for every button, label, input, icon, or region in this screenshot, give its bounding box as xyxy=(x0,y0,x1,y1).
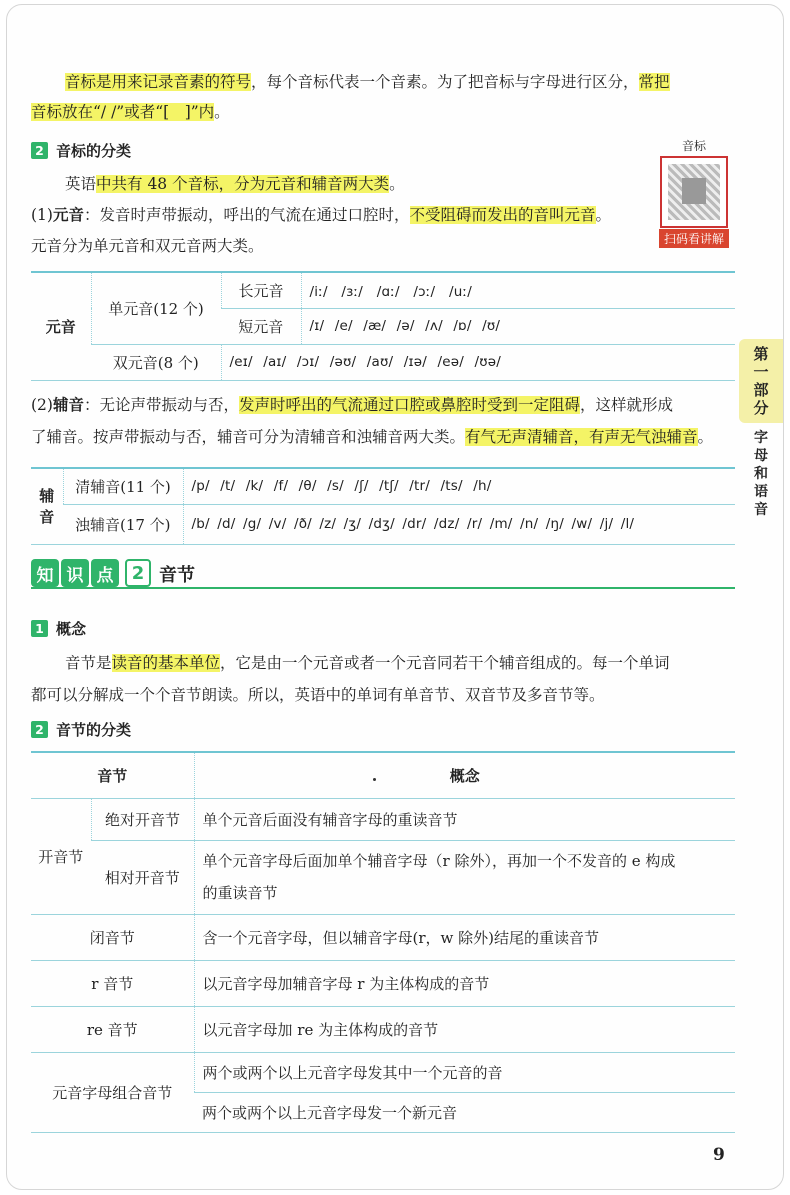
knowledge-point-header xyxy=(31,555,735,589)
absolute-open-def: 单个元音后面没有辅音字母的重读音节 xyxy=(194,798,735,840)
classification-text: 英语 xyxy=(65,175,97,193)
part-side-tab xyxy=(739,339,783,423)
concept-paragraph xyxy=(31,647,735,711)
combo-syllable-def: 两个或两个以上元音字母发一个新元音 xyxy=(194,1092,735,1132)
kp-char: 点 xyxy=(91,559,119,587)
qr-center xyxy=(682,178,706,204)
syllable-table xyxy=(31,751,735,1133)
qr-code-icon[interactable] xyxy=(660,156,728,228)
vowel-text: ：发音时声带振动，呼出的气流在通过口腔时， xyxy=(83,206,410,224)
kp-char: 识 xyxy=(61,559,89,587)
combo-syllable-cell: 元音字母组合音节 xyxy=(31,1052,194,1132)
relative-open-def-line: 单个元音字母后面加单个辅音字母（r 除外），再加一个不发音的 e 构成 xyxy=(202,852,676,870)
side-sub-char: 语 xyxy=(754,484,768,500)
side-tab-char: 一 xyxy=(753,363,769,381)
consonant-text: ，这样就形成 xyxy=(580,396,674,414)
voiced-ipa: /b/ /d/ /g/ /v/ /ð/ /z/ /ʒ/ /dʒ/ /dr/ /dz/ /r/ /m/ /n/ /ŋ/ /w/ /j/ /l/ xyxy=(183,504,735,544)
relative-open-def-line: 的重读音节 xyxy=(202,884,278,902)
kp-char: 知 xyxy=(31,559,59,587)
re-syllable-cell: re 音节 xyxy=(31,1006,194,1052)
r-syllable-def: 以元音字母加辅音字母 r 为主体构成的音节 xyxy=(194,960,735,1006)
re-syllable-def: 以元音字母加 re 为主体构成的音节 xyxy=(194,1006,735,1052)
classification-text: 。 xyxy=(389,175,405,193)
vowel-text: 。 xyxy=(595,206,612,224)
relative-open-cell: 相对开音节 xyxy=(91,840,194,914)
section-title: 概念 xyxy=(56,619,87,638)
highlight-text: 音标是用来记录音素的符号 xyxy=(65,73,252,91)
consonant-text: ：无论声带振动与否， xyxy=(83,396,239,414)
side-tab-char: 分 xyxy=(753,399,769,417)
closed-syllable-def: 含一个元音字母，但以辅音字母(r，w 除外)结尾的重读音节 xyxy=(194,914,735,960)
relative-open-def xyxy=(194,840,735,914)
vowel-table xyxy=(31,271,735,381)
closed-syllable-cell: 闭音节 xyxy=(31,914,194,960)
highlight-text: 读音的基本单位 xyxy=(111,654,221,672)
page-number: 9 xyxy=(713,1145,725,1165)
intro-text: 。 xyxy=(214,103,230,121)
side-sub-char: 音 xyxy=(754,502,768,518)
vowel-term: 元音 xyxy=(52,205,84,224)
vowel-label: (1) xyxy=(31,206,53,224)
consonant-group-cell: 辅音 xyxy=(31,468,63,544)
part-side-subtitle xyxy=(749,429,773,519)
consonant-text: 。 xyxy=(697,428,714,446)
highlight-text: 中共有 48 个音标，分为元音和辅音两大类 xyxy=(96,175,390,193)
section-heading xyxy=(31,137,131,163)
diphthong-ipa: /eɪ/ /aɪ/ /ɔɪ/ /əʊ/ /aʊ/ /ɪə/ /eə/ /ʊə/ xyxy=(221,344,735,380)
qr-caption: 扫码看讲解 xyxy=(659,229,729,248)
side-tab-char: 第 xyxy=(753,345,769,363)
qr-code-block[interactable] xyxy=(659,137,729,248)
short-vowel-cell: 短元音 xyxy=(221,308,301,344)
side-sub-char: 和 xyxy=(754,466,768,482)
monophthong-cell: 单元音(12 个) xyxy=(91,272,221,344)
section-number: 1 xyxy=(31,620,48,637)
vowel-types-text: 元音分为单元音和双元音两大类。 xyxy=(31,237,264,255)
kp-number: 2 xyxy=(125,559,151,587)
side-sub-char: 字 xyxy=(754,430,768,446)
r-syllable-cell: r 音节 xyxy=(31,960,194,1006)
consonant-term: 辅音 xyxy=(52,395,84,414)
combo-syllable-def: 两个或两个以上元音字母发其中一个元音的音 xyxy=(194,1052,735,1092)
short-vowel-ipa: /ɪ/ /e/ /æ/ /ə/ /ʌ/ /ɒ/ /ʊ/ xyxy=(301,308,735,344)
stray-dot xyxy=(373,778,376,781)
qr-label: 音标 xyxy=(681,139,706,153)
highlight-text: 常把 xyxy=(638,73,670,91)
diphthong-cell: 双元音(8 个) xyxy=(91,344,221,380)
section-title: 音节的分类 xyxy=(56,720,132,739)
consonant-paragraph xyxy=(31,389,735,453)
concept-text: 音节是 xyxy=(65,654,112,672)
section-number: 2 xyxy=(31,721,48,738)
intro-text: ，每个音标代表一个音素。为了把音标与字母进行区分， xyxy=(251,73,639,91)
header-syllable: 音节 xyxy=(31,752,194,798)
consonant-label: (2) xyxy=(31,396,53,414)
classification-paragraph xyxy=(31,169,671,199)
header-concept: 概念 xyxy=(194,752,735,798)
side-tab-char: 部 xyxy=(753,381,769,399)
page xyxy=(6,4,784,1190)
concept-text: 都可以分解成一个个音节朗读。所以，英语中的单词有单音节、双音节及多音节等。 xyxy=(31,686,605,704)
vowel-paragraph xyxy=(31,199,671,231)
consonant-table xyxy=(31,467,735,545)
section-number: 2 xyxy=(31,142,48,159)
highlight-text: 有气无声清辅音，有声无气浊辅音 xyxy=(465,428,698,446)
absolute-open-cell: 绝对开音节 xyxy=(91,798,194,840)
voiceless-cell: 清辅音(11 个) xyxy=(63,468,183,504)
intro-paragraph xyxy=(31,67,735,127)
highlight-text: 发声时呼出的气流通过口腔或鼻腔时受到一定阻碍 xyxy=(239,396,581,414)
highlight-text: 音标放在“/ /”或者“[ ]”内 xyxy=(31,103,215,121)
section-heading xyxy=(31,716,131,742)
voiceless-ipa: /p/ /t/ /k/ /f/ /θ/ /s/ /ʃ/ /tʃ/ /tr/ /ts/ /h/ xyxy=(183,468,735,504)
highlight-text: 不受阻碍而发出的音叫元音 xyxy=(409,206,596,224)
consonant-text: 了辅音。按声带振动与否，辅音可分为清辅音和浊辅音两大类。 xyxy=(31,428,466,446)
long-vowel-ipa: /iː/ /ɜː/ /ɑː/ /ɔː/ /uː/ xyxy=(301,272,735,308)
open-syllable-cell: 开音节 xyxy=(31,798,91,914)
vowel-group-cell: 元音 xyxy=(31,272,91,380)
kp-title: 音节 xyxy=(159,565,195,586)
section-heading xyxy=(31,615,86,641)
section-title: 音标的分类 xyxy=(56,141,132,160)
long-vowel-cell: 长元音 xyxy=(221,272,301,308)
side-sub-char: 母 xyxy=(754,448,768,464)
concept-text: ，它是由一个元音或者一个元音同若干个辅音组成的。每一个单词 xyxy=(220,654,670,672)
voiced-cell: 浊辅音(17 个) xyxy=(63,504,183,544)
